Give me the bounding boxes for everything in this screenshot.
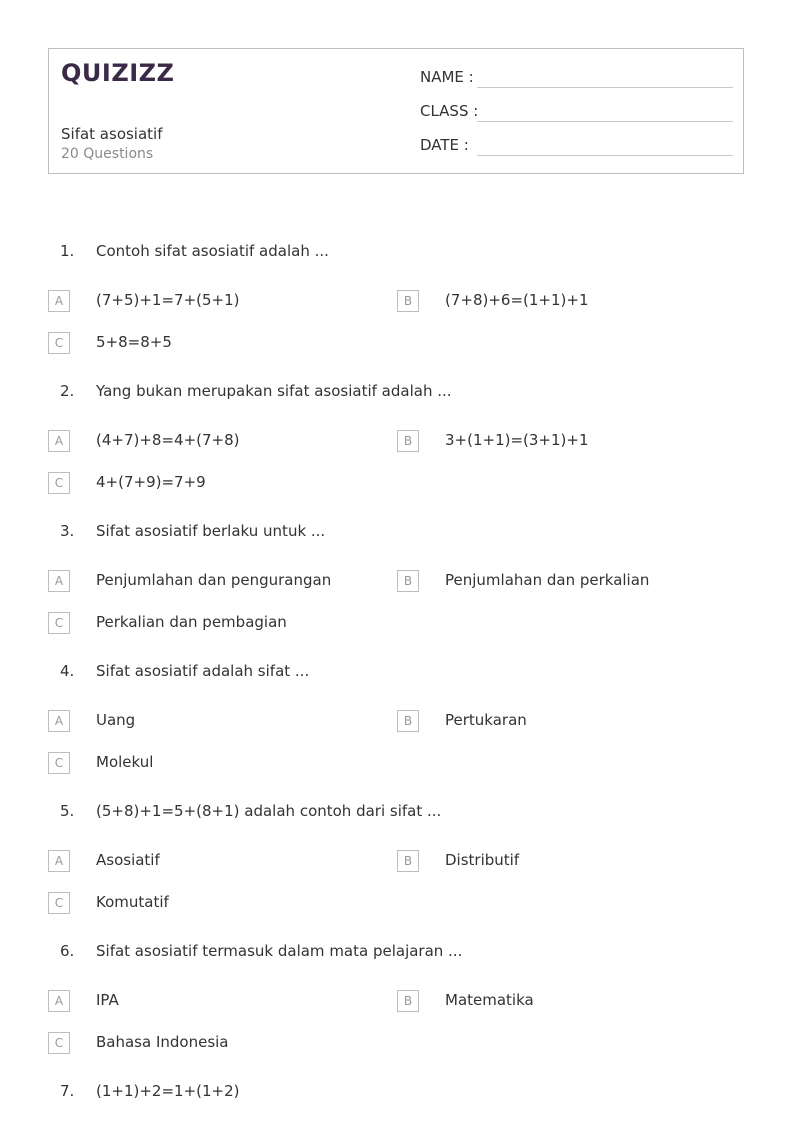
option-text: Komutatif [96,893,169,911]
option-letter-box: B [397,850,419,872]
option-text: 5+8=8+5 [96,333,172,351]
option-text: Penjumlahan dan perkalian [445,571,650,589]
class-line[interactable] [477,121,733,122]
name-line[interactable] [477,87,733,88]
question-number: 6. [60,942,75,960]
quizizz-logo: QUIZIZZ [61,59,175,87]
option-letter-box: B [397,570,419,592]
option-letter-box: B [397,290,419,312]
question-number: 2. [60,382,75,400]
option-text: (4+7)+8=4+(7+8) [96,431,240,449]
option-letter-box: A [48,850,70,872]
question-text: Contoh sifat asosiatif adalah ... [96,242,329,260]
date-label: DATE : [420,136,469,154]
option-letter-box: A [48,290,70,312]
option-letter-box: B [397,710,419,732]
question-text: (5+8)+1=5+(8+1) adalah contoh dari sifat ... [96,802,442,820]
option-text: 3+(1+1)=(3+1)+1 [445,431,589,449]
option-text: Molekul [96,753,154,771]
option-text: 4+(7+9)=7+9 [96,473,206,491]
option-letter-box: C [48,472,70,494]
option-letter-box: C [48,612,70,634]
option-letter-box: B [397,990,419,1012]
question-number: 1. [60,242,75,260]
option-letter-box: A [48,430,70,452]
question-number: 7. [60,1082,75,1100]
date-line[interactable] [477,155,733,156]
option-text: Uang [96,711,136,729]
option-text: IPA [96,991,119,1009]
option-text: Bahasa Indonesia [96,1033,229,1051]
option-letter-box: C [48,892,70,914]
question-text: (1+1)+2=1+(1+2) [96,1082,240,1100]
option-letter-box: C [48,1032,70,1054]
question-number: 4. [60,662,75,680]
question-text: Sifat asosiatif termasuk dalam mata pelajaran ... [96,942,463,960]
option-text: Penjumlahan dan pengurangan [96,571,332,589]
option-text: (7+8)+6=(1+1)+1 [445,291,589,309]
option-letter-box: C [48,752,70,774]
option-text: Perkalian dan pembagian [96,613,287,631]
option-letter-box: A [48,710,70,732]
class-label: CLASS : [420,102,479,120]
option-text: Matematika [445,991,534,1009]
worksheet-header [48,48,744,174]
name-label: NAME : [420,68,474,86]
question-number: 3. [60,522,75,540]
option-text: Pertukaran [445,711,527,729]
option-letter-box: C [48,332,70,354]
option-text: (7+5)+1=7+(5+1) [96,291,240,309]
option-letter-box: A [48,570,70,592]
question-text: Sifat asosiatif adalah sifat ... [96,662,310,680]
worksheet-title: Sifat asosiatif [61,125,163,143]
question-text: Yang bukan merupakan sifat asosiatif adalah ... [96,382,452,400]
question-count: 20 Questions [61,146,154,162]
option-text: Asosiatif [96,851,160,869]
option-letter-box: B [397,430,419,452]
option-letter-box: A [48,990,70,1012]
question-number: 5. [60,802,75,820]
question-text: Sifat asosiatif berlaku untuk ... [96,522,326,540]
option-text: Distributif [445,851,520,869]
